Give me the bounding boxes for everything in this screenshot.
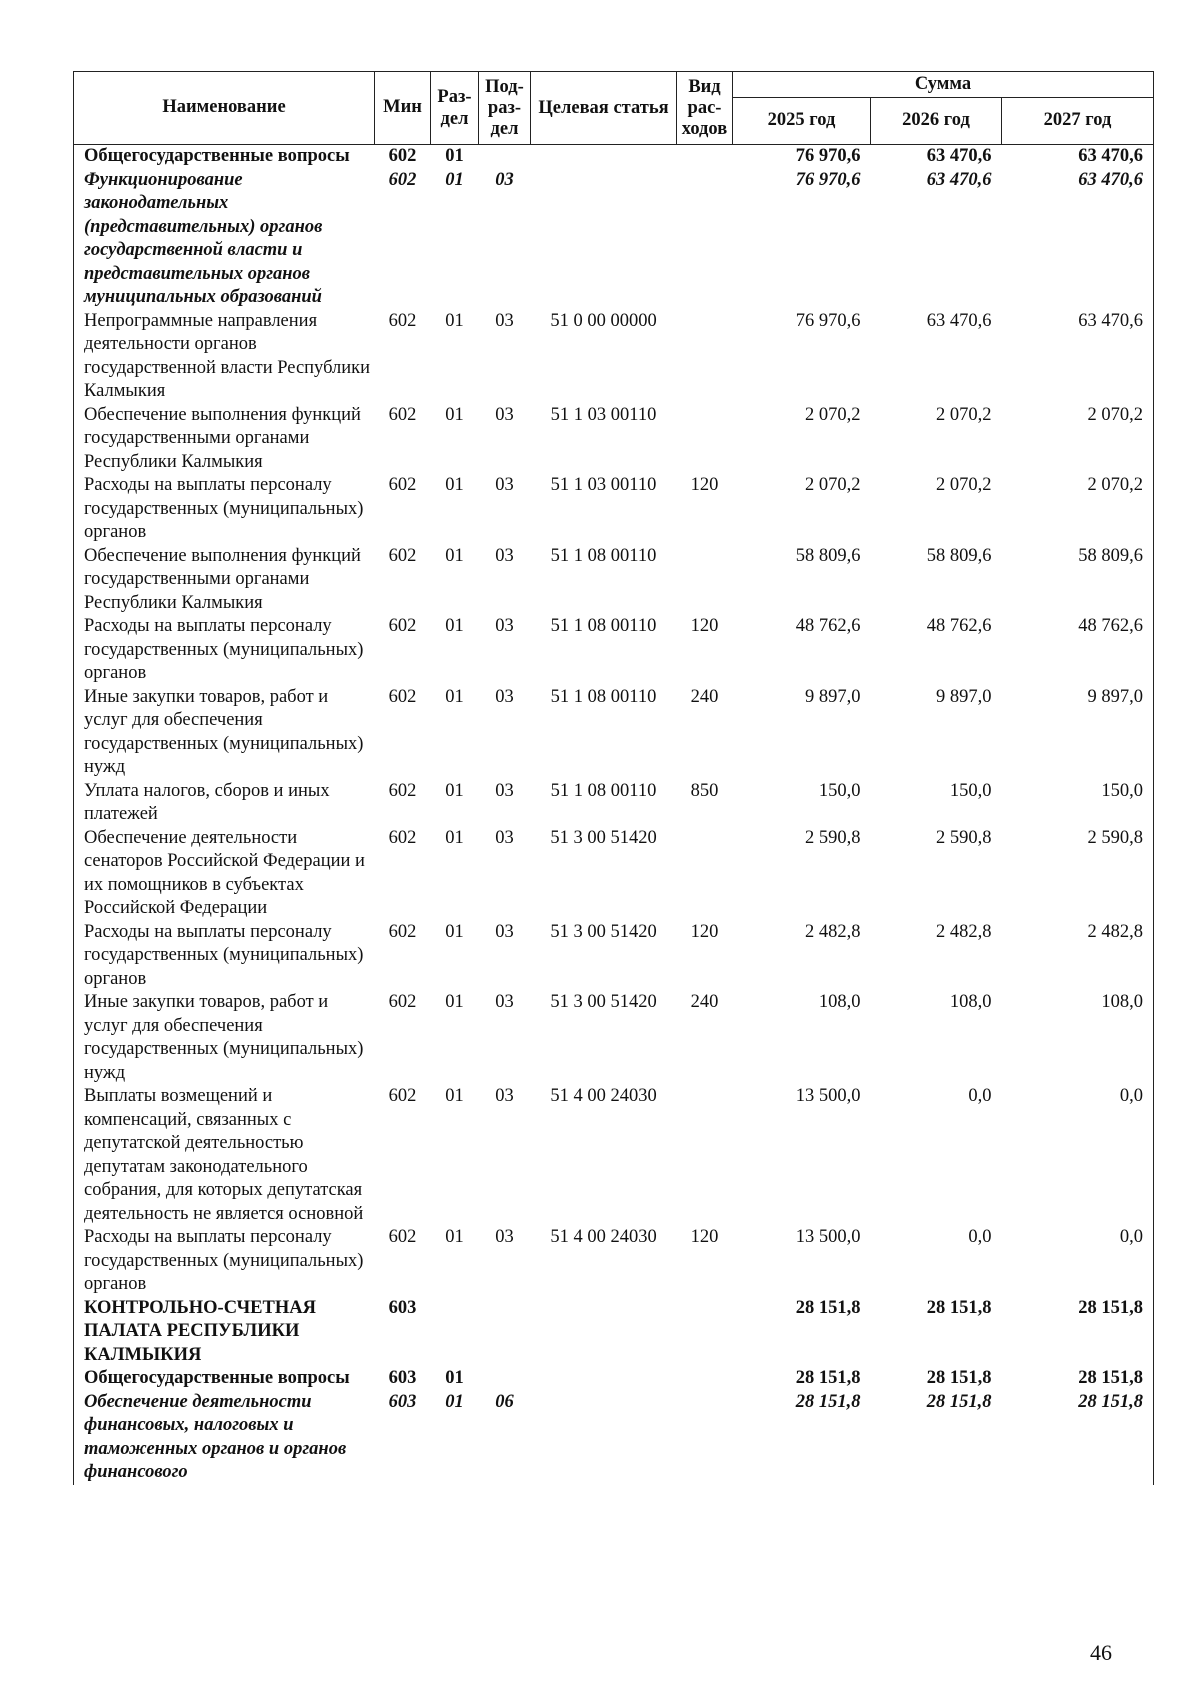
- cell-razdel: 01: [445, 992, 464, 1012]
- cell-target: [531, 1297, 677, 1368]
- cell-razdel: 01: [445, 1391, 464, 1412]
- cell-min: 602: [388, 146, 417, 166]
- cell-amount-2026: 2 070,2: [936, 404, 992, 425]
- cell-amount-2026: 2 070,2: [936, 475, 992, 495]
- header-year-2026: 2026 год: [871, 98, 1002, 145]
- cell-min: 603: [388, 1368, 417, 1388]
- cell-min: 602: [388, 169, 417, 190]
- table-row: [74, 686, 1154, 780]
- cell-amount-2027: 63 470,6: [1002, 145, 1154, 169]
- cell-podrazdel: 03: [495, 921, 514, 942]
- cell-amount-2027: 2 070,2: [1002, 474, 1154, 545]
- table-row: [74, 145, 1154, 169]
- cell-name: Иные закупки товаров, работ и услуг для обеспечения государственных (муниципальных) нужд: [74, 991, 375, 1085]
- cell-name: КОНТРОЛЬНО-СЧЕТНАЯ ПАЛАТА РЕСПУБЛИКИ КАЛМЫКИЯ: [74, 1297, 375, 1368]
- cell-target: 51 4 00 24030: [550, 1086, 657, 1106]
- budget-table: [73, 71, 1154, 1485]
- table-row: [74, 545, 1154, 616]
- cell-min: 602: [388, 827, 417, 848]
- cell-razdel: 01: [445, 1368, 464, 1388]
- cell-vid: [677, 1391, 733, 1485]
- cell-target: 51 1 03 00110: [550, 404, 657, 425]
- cell-name: Общегосударственные вопросы: [74, 145, 375, 169]
- header-year-2025: 2025 год: [733, 98, 871, 145]
- header-summa: Сумма: [733, 72, 1154, 98]
- cell-vid: 850: [690, 780, 719, 801]
- cell-vid: [677, 545, 733, 616]
- cell-vid: [677, 1085, 733, 1226]
- table-row: [74, 169, 1154, 310]
- table-row: [74, 921, 1154, 992]
- cell-amount-2027: 58 809,6: [1002, 545, 1154, 616]
- cell-vid: [677, 404, 733, 475]
- cell-amount-2025: 150,0: [818, 780, 861, 801]
- cell-amount-2025: 2 070,2: [805, 475, 861, 495]
- cell-vid: 120: [690, 1227, 719, 1247]
- cell-min: 603: [388, 1391, 417, 1412]
- table-row: [74, 474, 1154, 545]
- table-header: [74, 72, 1154, 145]
- cell-amount-2025: 13 500,0: [795, 1227, 861, 1247]
- cell-vid: [677, 145, 733, 169]
- cell-amount-2025: 28 151,8: [795, 1368, 861, 1388]
- cell-target: [531, 145, 677, 169]
- cell-name: Уплата налогов, сборов и иных платежей: [74, 780, 375, 827]
- cell-amount-2025: 28 151,8: [795, 1391, 861, 1412]
- cell-amount-2027: 150,0: [1002, 780, 1154, 827]
- table-body: [74, 145, 1154, 1485]
- table-row: [74, 615, 1154, 686]
- cell-min: 603: [388, 1297, 417, 1318]
- header-name: Наименование: [74, 72, 375, 145]
- cell-razdel: 01: [445, 686, 464, 707]
- cell-target: 51 4 00 24030: [550, 1227, 657, 1247]
- cell-amount-2026: 150,0: [949, 780, 992, 801]
- cell-vid: [677, 827, 733, 921]
- cell-target: 51 1 08 00110: [550, 616, 657, 636]
- cell-name: Расходы на выплаты персоналу государственных (муниципальных) органов: [74, 921, 375, 992]
- cell-name: Иные закупки товаров, работ и услуг для обеспечения государственных (муниципальных) нужд: [74, 686, 375, 780]
- cell-amount-2026: 108,0: [949, 992, 992, 1012]
- table-row: [74, 1297, 1154, 1368]
- cell-podrazdel: 03: [495, 310, 514, 331]
- cell-razdel: 01: [445, 921, 464, 942]
- header-year-2027: 2027 год: [1002, 98, 1154, 145]
- cell-razdel: 01: [445, 404, 464, 425]
- cell-amount-2027: 108,0: [1002, 991, 1154, 1085]
- cell-amount-2027: 28 151,8: [1002, 1367, 1154, 1391]
- cell-vid: 240: [690, 992, 719, 1012]
- cell-podrazdel: 03: [495, 545, 514, 566]
- cell-amount-2027: 63 470,6: [1002, 169, 1154, 310]
- table-row: [74, 1367, 1154, 1391]
- cell-podrazdel: 03: [495, 475, 514, 495]
- cell-vid: [677, 169, 733, 310]
- cell-vid: [677, 1297, 733, 1368]
- cell-amount-2027: 63 470,6: [1002, 310, 1154, 404]
- cell-name: Обеспечение выполнения функций государственными органами Республики Калмыкия: [74, 404, 375, 475]
- page-number: 46: [1090, 1640, 1112, 1665]
- cell-amount-2025: 48 762,6: [795, 616, 861, 636]
- cell-razdel: 01: [445, 827, 464, 848]
- cell-razdel: 01: [445, 616, 464, 636]
- cell-amount-2027: 0,0: [1002, 1085, 1154, 1226]
- header-podrazdel: Под- раз- дел: [479, 72, 531, 145]
- cell-target: 51 3 00 51420: [550, 921, 657, 942]
- cell-podrazdel: 03: [495, 780, 514, 801]
- cell-min: 602: [388, 545, 417, 566]
- header-vid: Вид рас- ходов: [677, 72, 733, 145]
- cell-min: 602: [388, 616, 417, 636]
- cell-min: 602: [388, 404, 417, 425]
- cell-amount-2025: 76 970,6: [795, 310, 861, 331]
- cell-amount-2026: 0,0: [968, 1086, 992, 1106]
- cell-vid: [677, 1367, 733, 1391]
- cell-podrazdel: 06: [495, 1391, 514, 1412]
- cell-razdel: 01: [445, 146, 464, 166]
- cell-target: 51 1 08 00110: [550, 686, 657, 707]
- cell-name: Обеспечение выполнения функций государственными органами Республики Калмыкия: [74, 545, 375, 616]
- cell-razdel: 01: [445, 169, 464, 190]
- cell-target: 51 1 08 00110: [550, 545, 657, 566]
- cell-name: Общегосударственные вопросы: [74, 1367, 375, 1391]
- cell-min: 602: [388, 921, 417, 942]
- cell-amount-2026: 48 762,6: [926, 616, 992, 636]
- cell-amount-2025: 13 500,0: [795, 1086, 861, 1106]
- cell-name: Расходы на выплаты персоналу государственных (муниципальных) органов: [74, 474, 375, 545]
- cell-amount-2025: 9 897,0: [805, 686, 861, 707]
- cell-amount-2027: 2 070,2: [1002, 404, 1154, 475]
- cell-amount-2025: 2 482,8: [805, 921, 861, 942]
- table-row: [74, 827, 1154, 921]
- cell-min: 602: [388, 475, 417, 495]
- cell-target: [531, 1367, 677, 1391]
- cell-amount-2026: 58 809,6: [926, 545, 992, 566]
- cell-podrazdel: 03: [495, 1227, 514, 1247]
- cell-min: 602: [388, 686, 417, 707]
- budget-table-page: [73, 71, 1153, 1485]
- cell-amount-2026: 2 482,8: [936, 921, 992, 942]
- cell-name: Расходы на выплаты персоналу государственных (муниципальных) органов: [74, 1226, 375, 1297]
- cell-name: Обеспечение деятельности сенаторов Российской Федерации и их помощников в субъектах Российской Федерации: [74, 827, 375, 921]
- cell-amount-2025: 2 070,2: [805, 404, 861, 425]
- table-row: [74, 404, 1154, 475]
- cell-podrazdel: 03: [495, 169, 514, 190]
- cell-name: Функционирование законодательных (представительных) органов государственной власти и представительных органов муниципальных образований: [74, 169, 375, 310]
- cell-amount-2026: 28 151,8: [926, 1368, 992, 1388]
- cell-vid: 120: [690, 921, 719, 942]
- cell-amount-2027: 48 762,6: [1002, 615, 1154, 686]
- cell-podrazdel: [479, 1297, 531, 1368]
- cell-name: Выплаты возмещений и компенсаций, связанных с депутатской деятельностью депутатам законодательного собрания, для которых депутатская деятельность не является основной: [74, 1085, 375, 1226]
- cell-name: Расходы на выплаты персоналу государственных (муниципальных) органов: [74, 615, 375, 686]
- cell-vid: 240: [690, 686, 719, 707]
- cell-podrazdel: 03: [495, 686, 514, 707]
- table-row: [74, 1085, 1154, 1226]
- cell-razdel: 01: [445, 545, 464, 566]
- cell-target: 51 0 00 00000: [550, 310, 657, 331]
- cell-amount-2025: 28 151,8: [795, 1297, 861, 1318]
- cell-amount-2027: 2 482,8: [1002, 921, 1154, 992]
- header-razdel: Раз- дел: [431, 72, 479, 145]
- cell-amount-2025: 58 809,6: [795, 545, 861, 566]
- cell-amount-2027: 2 590,8: [1002, 827, 1154, 921]
- cell-amount-2025: 76 970,6: [795, 146, 861, 166]
- cell-amount-2027: 0,0: [1002, 1226, 1154, 1297]
- cell-vid: 120: [690, 616, 719, 636]
- cell-podrazdel: 03: [495, 827, 514, 848]
- table-row: [74, 991, 1154, 1085]
- table-row: [74, 780, 1154, 827]
- cell-min: 602: [388, 992, 417, 1012]
- cell-amount-2026: 0,0: [968, 1227, 992, 1247]
- cell-vid: [677, 310, 733, 404]
- cell-min: 602: [388, 310, 417, 331]
- cell-razdel: 01: [445, 780, 464, 801]
- cell-amount-2025: 76 970,6: [795, 169, 861, 190]
- header-min: Мин: [375, 72, 431, 145]
- cell-amount-2026: 63 470,6: [926, 146, 992, 166]
- cell-podrazdel: 03: [495, 616, 514, 636]
- cell-amount-2026: 9 897,0: [936, 686, 992, 707]
- cell-target: [531, 1391, 677, 1485]
- table-row: [74, 1226, 1154, 1297]
- cell-target: 51 3 00 51420: [550, 992, 657, 1012]
- cell-razdel: [431, 1297, 479, 1368]
- cell-amount-2026: 28 151,8: [926, 1391, 992, 1412]
- cell-min: 602: [388, 1086, 417, 1106]
- cell-podrazdel: 03: [495, 404, 514, 425]
- cell-amount-2026: 63 470,6: [926, 310, 992, 331]
- cell-razdel: 01: [445, 310, 464, 331]
- cell-amount-2026: 2 590,8: [936, 827, 992, 848]
- cell-podrazdel: [479, 145, 531, 169]
- cell-min: 602: [388, 1227, 417, 1247]
- cell-razdel: 01: [445, 475, 464, 495]
- cell-vid: 120: [690, 475, 719, 495]
- cell-amount-2025: 108,0: [818, 992, 861, 1012]
- cell-min: 602: [388, 780, 417, 801]
- cell-amount-2025: 2 590,8: [805, 827, 861, 848]
- cell-amount-2026: 63 470,6: [926, 169, 992, 190]
- cell-podrazdel: 03: [495, 992, 514, 1012]
- header-target: Целевая статья: [531, 72, 677, 145]
- cell-amount-2027: 9 897,0: [1002, 686, 1154, 780]
- cell-target: [531, 169, 677, 310]
- cell-amount-2026: 28 151,8: [926, 1297, 992, 1318]
- cell-target: 51 1 08 00110: [550, 780, 657, 801]
- table-row: [74, 310, 1154, 404]
- cell-name: Непрограммные направления деятельности органов государственной власти Республики Калмыкия: [74, 310, 375, 404]
- cell-target: 51 1 03 00110: [550, 475, 657, 495]
- cell-podrazdel: 03: [495, 1086, 514, 1106]
- cell-amount-2027: 28 151,8: [1002, 1391, 1154, 1485]
- cell-name: Обеспечение деятельности финансовых, налоговых и таможенных органов и органов финансового: [74, 1391, 375, 1485]
- cell-podrazdel: [479, 1367, 531, 1391]
- cell-amount-2027: 28 151,8: [1002, 1297, 1154, 1368]
- cell-razdel: 01: [445, 1086, 464, 1106]
- cell-razdel: 01: [445, 1227, 464, 1247]
- cell-target: 51 3 00 51420: [550, 827, 657, 848]
- table-row: [74, 1391, 1154, 1485]
